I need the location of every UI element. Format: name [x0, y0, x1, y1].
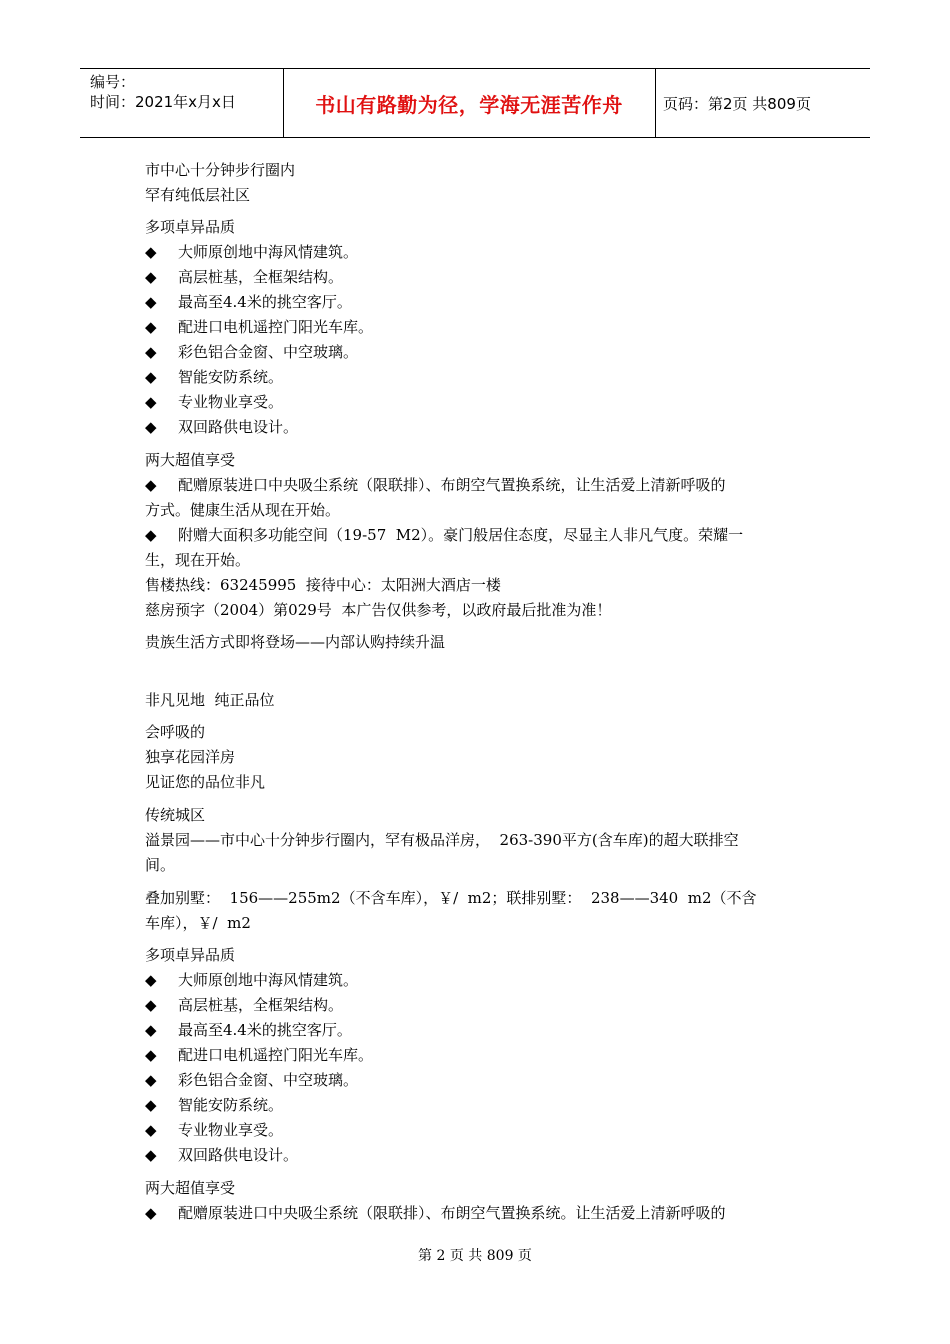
text-line: 溢景园——市中心十分钟步行圈内，罕有极品洋房， 263-390平方(含车库)的超大联排空 [145, 831, 739, 849]
bullet-icon: ◆ [145, 368, 157, 386]
text-line: 会呼吸的 [145, 723, 206, 741]
list-item: ◆ 双回路供电设计。 [145, 1143, 298, 1168]
bullet-icon: ◆ [145, 1096, 157, 1114]
list-item: ◆ 配进口电机遥控门阳光车库。 [145, 315, 373, 340]
text-line: 间。 [145, 856, 176, 874]
header-number: 编号： [90, 73, 136, 91]
section-heading: 传统城区 [145, 806, 206, 824]
bullet-icon: ◆ [145, 393, 157, 411]
header-meta [90, 72, 236, 112]
text-line: 车库），￥/ m2 [145, 914, 251, 932]
list-item: ◆ 配赠原装进口中央吸尘系统（限联排）、布朗空气置换系统。让生活爱上清新呼吸的 [145, 1201, 726, 1226]
text-line: 见证您的品位非凡 [145, 773, 266, 791]
bullet-icon: ◆ [145, 971, 157, 989]
bullet-icon: ◆ [145, 476, 157, 494]
bullet-icon: ◆ [145, 996, 157, 1014]
list-item: ◆ 专业物业享受。 [145, 390, 283, 415]
header-divider [655, 69, 656, 137]
page-header [80, 68, 870, 138]
section-heading: 多项卓异品质 [145, 218, 236, 236]
text-line: 叠加别墅： 156——255m2（不含车库），￥/ m2；联排别墅： 238——340 m2（不含 [145, 889, 757, 907]
list-item: ◆ 最高至4.4米的挑空客厅。 [145, 1018, 352, 1043]
page-footer: 第 2 页 共 809 页 [418, 1248, 532, 1264]
bullet-icon: ◆ [145, 343, 157, 361]
bullet-icon: ◆ [145, 243, 157, 261]
header-page-info: 页码：第2页 共809页 [663, 94, 811, 113]
bullet-icon: ◆ [145, 1071, 157, 1089]
header-time: 时间：2021年x月x日 [90, 93, 236, 111]
bullet-icon: ◆ [145, 1146, 157, 1164]
bullet-icon: ◆ [145, 1021, 157, 1039]
text-line: 方式。健康生活从现在开始。 [145, 501, 341, 519]
text-line: 独享花园洋房 [145, 748, 236, 766]
text-line: 生，现在开始。 [145, 551, 251, 569]
list-item: ◆ 专业物业享受。 [145, 1118, 283, 1143]
section-heading: 两大超值享受 [145, 1179, 236, 1197]
bullet-icon: ◆ [145, 1204, 157, 1222]
list-item: ◆ 大师原创地中海风情建筑。 [145, 240, 358, 265]
bullet-icon: ◆ [145, 526, 157, 544]
list-item: ◆ 最高至4.4米的挑空客厅。 [145, 290, 352, 315]
text-line: 售楼热线：63245995 接待中心：太阳洲大酒店一楼 [145, 576, 501, 594]
bullet-icon: ◆ [145, 293, 157, 311]
list-item: ◆ 彩色铝合金窗、中空玻璃。 [145, 1068, 358, 1093]
list-item: ◆ 双回路供电设计。 [145, 415, 298, 440]
list-item: ◆ 智能安防系统。 [145, 365, 283, 390]
list-item: ◆ 智能安防系统。 [145, 1093, 283, 1118]
bullet-icon: ◆ [145, 1121, 157, 1139]
text-line: 市中心十分钟步行圈内 [145, 161, 296, 179]
section-heading: 多项卓异品质 [145, 946, 236, 964]
bullet-icon: ◆ [145, 268, 157, 286]
section-heading: 非凡见地 纯正品位 [145, 691, 275, 709]
list-item: ◆ 附赠大面积多功能空间（19-57 M2）。豪门般居住态度，尽显主人非凡气度。荣耀一 [145, 523, 743, 548]
list-item: ◆ 彩色铝合金窗、中空玻璃。 [145, 340, 358, 365]
text-line: 慈房预字（2004）第029号 本广告仅供参考，以政府最后批准为准！ [145, 601, 612, 619]
section-heading: 两大超值享受 [145, 451, 236, 469]
header-motto: 书山有路勤为径，学海无涯苦作舟 [315, 92, 623, 117]
list-item: ◆ 大师原创地中海风情建筑。 [145, 968, 358, 993]
list-item: ◆ 配进口电机遥控门阳光车库。 [145, 1043, 373, 1068]
text-line: 贵族生活方式即将登场——内部认购持续升温 [145, 633, 446, 651]
bullet-icon: ◆ [145, 418, 157, 436]
text-line: 罕有纯低层社区 [145, 186, 251, 204]
list-item: ◆ 高层桩基，全框架结构。 [145, 993, 343, 1018]
bullet-icon: ◆ [145, 1046, 157, 1064]
bullet-icon: ◆ [145, 318, 157, 336]
list-item: ◆ 配赠原装进口中央吸尘系统（限联排）、布朗空气置换系统，让生活爱上清新呼吸的 [145, 473, 726, 498]
list-item: ◆ 高层桩基，全框架结构。 [145, 265, 343, 290]
